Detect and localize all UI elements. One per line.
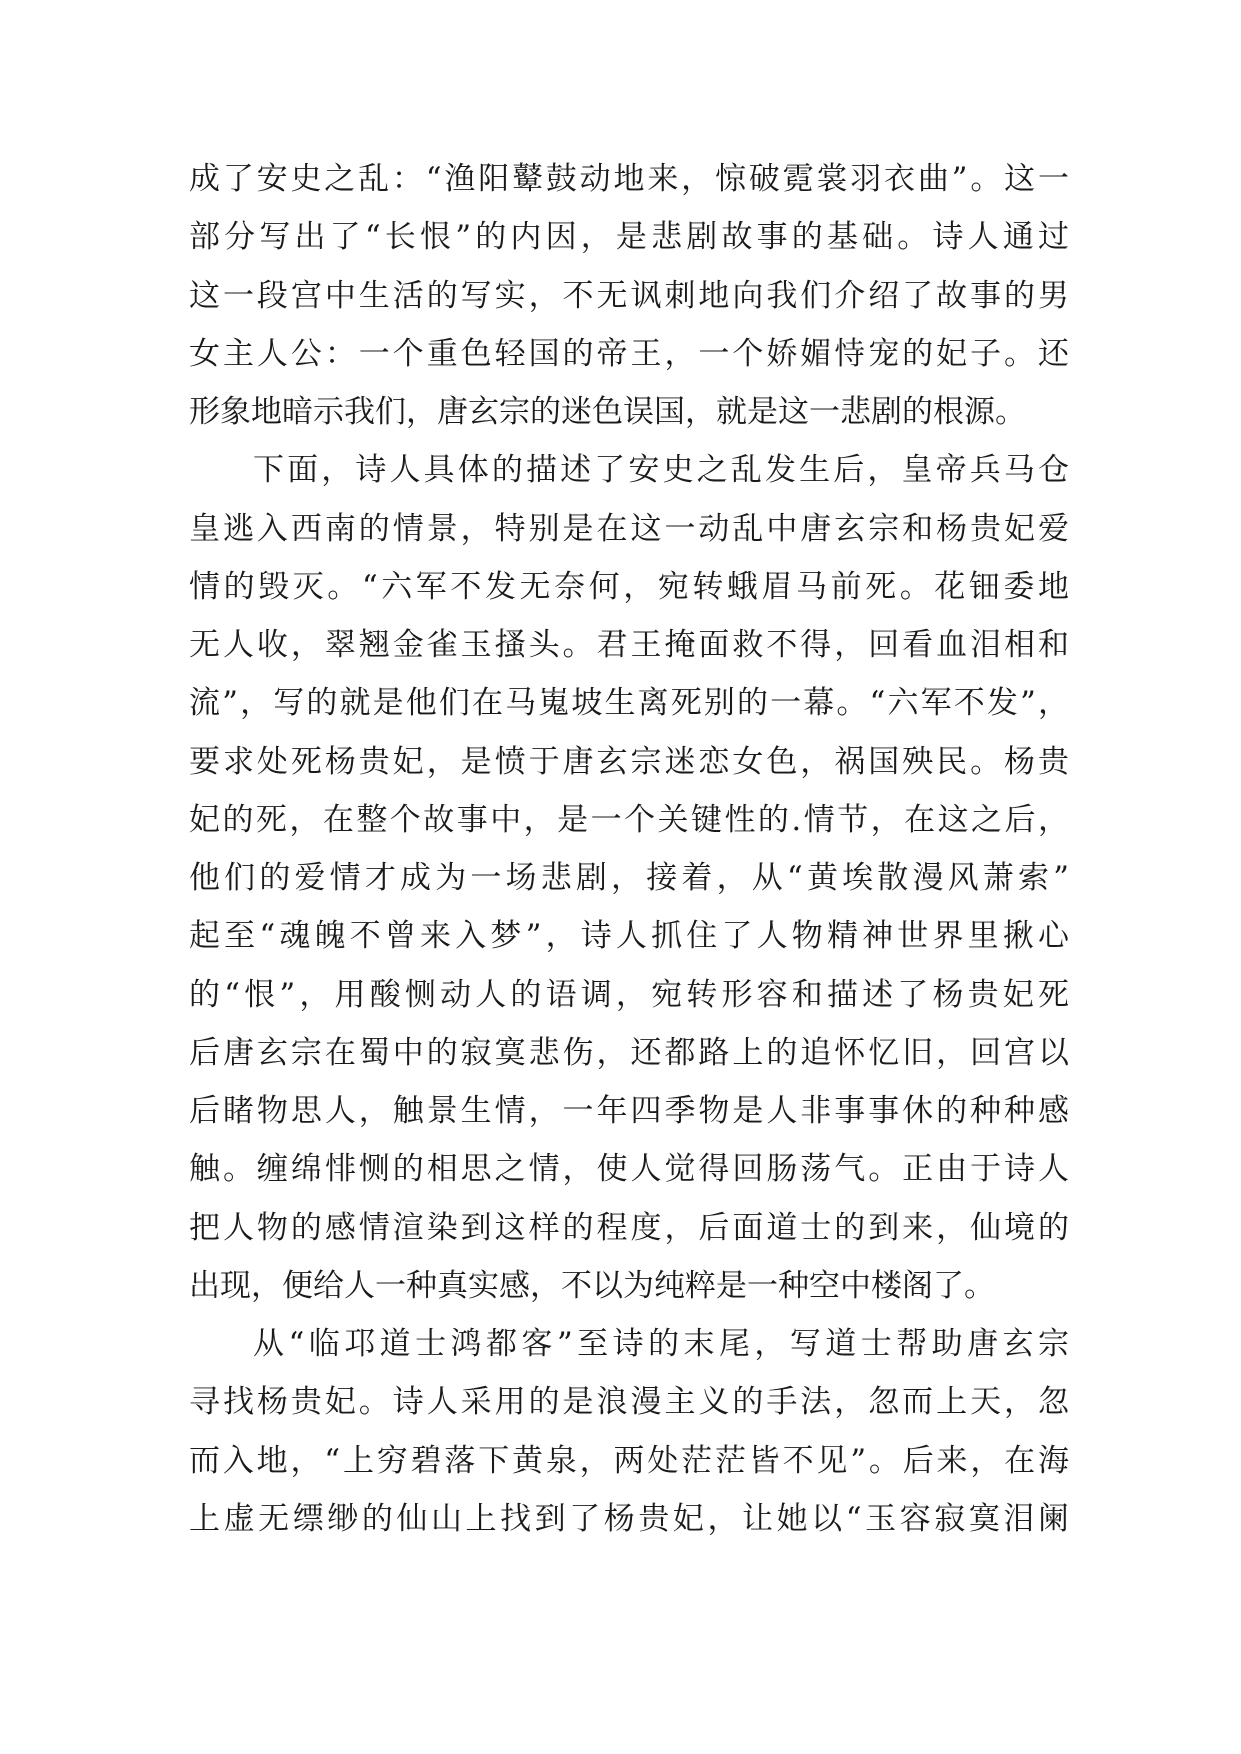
text-line: 女主人公：一个重色轻国的帝王，一个娇媚恃宠的妃子。还 bbox=[189, 335, 1069, 372]
text-line: 把人物的感情渲染到这样的程度，后面道士的到来，仙境的 bbox=[189, 1209, 1069, 1246]
text-line: 出现，便给人一种真实感，不以为纯粹是一种空中楼阁了。 bbox=[189, 1267, 995, 1304]
text-line: 部分写出了“长恨”的内因，是悲剧故事的基础。诗人通过 bbox=[189, 219, 1069, 256]
text-line: 无人收，翠翘金雀玉搔头。君王掩面救不得，回看血泪相和 bbox=[189, 627, 1069, 663]
paragraph-start-line: 从“临邛道士鸿都客”至诗的末尾，写道士帮助唐玄宗 bbox=[253, 1326, 1069, 1362]
text-line: 要求处死杨贵妃，是愤于唐玄宗迷恋女色，祸国殃民。杨贵 bbox=[189, 743, 1069, 780]
text-line: 后唐玄宗在蜀中的寂寞悲伤，还都路上的追怀忆旧，回宫以 bbox=[189, 1034, 1069, 1071]
text-line: 这一段宫中生活的写实，不无讽刺地向我们介绍了故事的男 bbox=[189, 277, 1069, 314]
text-line: 触。缠绵悱恻的相思之情，使人觉得回肠荡气。正由于诗人 bbox=[189, 1151, 1069, 1188]
text-line: 上虚无缥缈的仙山上找到了杨贵妃，让她以“玉容寂寞泪阑 bbox=[189, 1500, 1069, 1537]
text-line: 而入地，“上穷碧落下黄泉，两处茫茫皆不见”。后来，在海 bbox=[189, 1442, 1069, 1479]
text-line: 妃的死，在整个故事中，是一个关键性的.情节，在这之后， bbox=[189, 801, 1069, 838]
text-line: 皇逃入西南的情景，特别是在这一动乱中唐玄宗和杨贵妃爱 bbox=[189, 510, 1069, 547]
text-line: 成了安史之乱：“渔阳鼙鼓动地来，惊破霓裳羽衣曲”。这一 bbox=[189, 161, 1069, 197]
body-text bbox=[189, 150, 1069, 1548]
text-line: 他们的爱情才成为一场悲剧，接着，从“黄埃散漫风萧索” bbox=[189, 860, 1069, 896]
paragraph-start-line: 下面，诗人具体的描述了安史之乱发生后，皇帝兵马仓 bbox=[253, 452, 1069, 489]
text-line: 流”，写的就是他们在马嵬坡生离死别的一幕。“六军不发”， bbox=[189, 685, 1069, 722]
text-line: 情的毁灭。“六军不发无奈何，宛转蛾眉马前死。花钿委地 bbox=[189, 568, 1069, 605]
text-line: 的“恨”，用酸恻动人的语调，宛转形容和描述了杨贵妃死 bbox=[189, 976, 1069, 1013]
text-line: 形象地暗示我们，唐玄宗的迷色误国，就是这一悲剧的根源。 bbox=[189, 394, 1026, 430]
text-line: 后睹物思人，触景生情，一年四季物是人非事事休的种种感 bbox=[189, 1093, 1069, 1129]
text-line: 寻找杨贵妃。诗人采用的是浪漫主义的手法，忽而上天，忽 bbox=[189, 1384, 1069, 1421]
text-line: 起至“魂魄不曾来入梦”，诗人抓住了人物精神世界里揪心 bbox=[189, 918, 1069, 955]
